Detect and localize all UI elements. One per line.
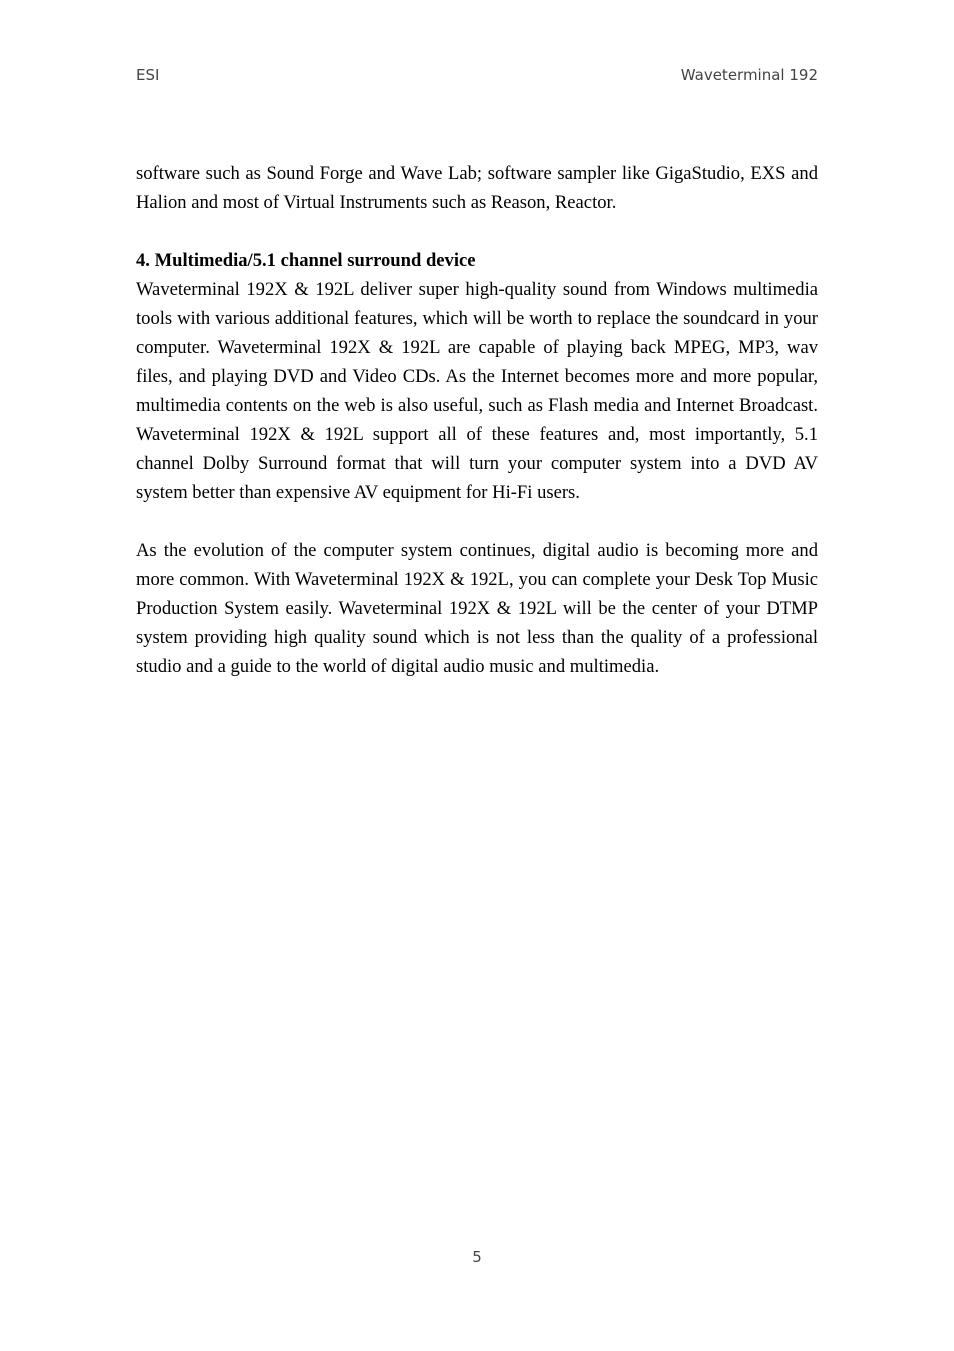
section-heading: 4. Multimedia/5.1 channel surround device (136, 250, 476, 271)
section-paragraph: Waveterminal 192X & 192L deliver super high-quality sound from Windows multimedia tools with various additional features, which will be worth to replace the soundcard in your computer. Waveterminal 192X & 192L are capable of playing back MPEG, MP3, wav files, and playing DVD and Video CDs. As the Internet becomes more and more popular, multimedia contents on the web is also useful, such as Flash media and Internet Broadcast. Waveterminal 192X & 192L support all of these features and, most importantly, 5.1 channel Dolby Surround format that will turn your computer system into a DVD AV system better than expensive AV equipment for Hi-Fi users. (136, 279, 818, 503)
page-header (136, 66, 818, 90)
header-company-name: ESI (136, 66, 160, 84)
paragraph-spacer (136, 217, 818, 246)
page-content (136, 159, 818, 681)
intro-paragraph: software such as Sound Forge and Wave Lab; software sampler like GigaStudio, EXS and Halion and most of Virtual Instruments such as Reason, Reactor. (136, 163, 818, 213)
page-number: 5 (472, 1248, 482, 1266)
closing-paragraph: As the evolution of the computer system continues, digital audio is becoming more and more common. With Waveterminal 192X & 192L, you can complete your Desk Top Music Production System easily. Waveterminal 192X & 192L will be the center of your DTMP system providing high quality sound which is not less than the quality of a professional studio and a guide to the world of digital audio music and multimedia. (136, 540, 818, 677)
header-product-name: Waveterminal 192 (680, 66, 818, 84)
paragraph-spacer (136, 507, 818, 536)
